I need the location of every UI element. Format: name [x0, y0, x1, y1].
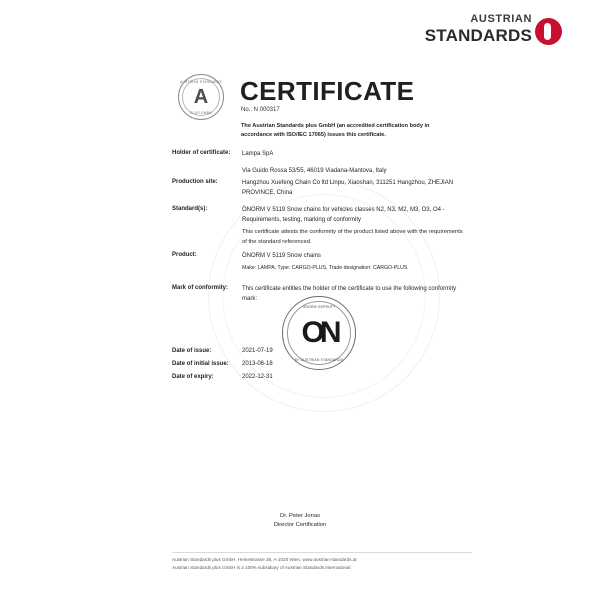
- date-issue-value: 2021-07-19: [242, 348, 273, 354]
- field-production-label: Production site:: [172, 179, 218, 185]
- field-product-value: [242, 252, 467, 272]
- footer-line-2: Austrian Standards plus GmbH is a 100% subsidiary of Austrian Standards International: [172, 565, 351, 571]
- austrian-standards-logo: [425, 14, 562, 44]
- date-expiry-label: Date of expiry:: [172, 374, 214, 380]
- seal-bottom-text: PLUS GMBH: [190, 111, 212, 115]
- field-holder-value: [242, 150, 467, 177]
- mark-bottom-text: BY AUSTRIAN STANDARDS: [294, 358, 344, 362]
- seal-letter: A: [193, 85, 209, 108]
- dates-block: [172, 348, 472, 387]
- date-row-expiry: [172, 374, 472, 387]
- field-standards-label: Standard(s):: [172, 206, 208, 212]
- accreditation-seal-icon: [178, 74, 224, 120]
- date-expiry-value: 2022-12-31: [242, 374, 273, 380]
- field-mark-value: This certificate entitles the holder of the certificate to use the following conformity mark:: [242, 286, 457, 302]
- page-title: CERTIFICATE: [240, 76, 415, 106]
- seal-top-text: AUSTRIAN STANDARDS: [180, 80, 222, 84]
- footer-line-1: Austrian Standards plus GmbH, Heinestrasse 38, A-1020 Wien, www.austrian-standards.at: [172, 557, 357, 562]
- field-mark-label: Mark of conformity:: [172, 285, 229, 291]
- date-initial-issue-label: Date of initial issue:: [172, 361, 229, 367]
- date-initial-issue-value: 2013-06-18: [242, 361, 273, 367]
- date-issue-label: Date of issue:: [172, 348, 212, 354]
- field-product-label: Product:: [172, 252, 197, 258]
- logo-line-standards: STANDARDS: [424, 26, 532, 45]
- signature-name: Dr. Peter Jonas: [280, 513, 320, 519]
- certificate-intro: The Austrian Standards plus GmbH (an accredited certification body in accordance with ISO/IEC 17065) issues this certificate.: [241, 123, 430, 138]
- date-row-issue: [172, 348, 472, 361]
- date-row-initial-issue: [172, 361, 472, 374]
- certificate-number: No.: N 000317: [241, 107, 280, 113]
- footer-divider: [172, 552, 472, 553]
- logo-line-austrian: AUSTRIAN: [470, 13, 532, 25]
- holder-address: Via Guido Rossa 53/55, 46019 Viadana-Mantova, Italy: [242, 167, 387, 174]
- signature-block: [0, 512, 600, 531]
- mark-glyph: ON: [301, 316, 337, 349]
- holder-name: Lampa SpA: [242, 151, 274, 157]
- mark-top-text: ÖNORM GEPRÜFT: [302, 305, 336, 309]
- footer-block: [172, 556, 502, 573]
- field-holder-label: Holder of certificate:: [172, 150, 231, 156]
- field-production-value: Hangzhou Xuefeng Chain Co ltd Linpu, Xiaoshan, 311251 Hangzhou, ZHEJIAN PROVINCE, China: [242, 180, 454, 196]
- field-standards-note: This certificate attests the conformity of the product listed above with the requirements of the standard referenced.: [242, 229, 463, 245]
- product-name: ÖNORM V 5119 Snow chains: [242, 253, 321, 259]
- signature-role: Director Certification: [273, 522, 327, 529]
- austrian-standards-dot-icon: [535, 18, 562, 45]
- field-standards-value: ÖNORM V 5119 Snow chains for vehicles classes N2, N3, M2, M3, O3, O4 - Requirements, testing, marking of conformity: [242, 207, 445, 223]
- product-details: Make: LAMPA, Type: CARGO-PLUS, Trade designation: CARGO-PLUS: [242, 264, 408, 271]
